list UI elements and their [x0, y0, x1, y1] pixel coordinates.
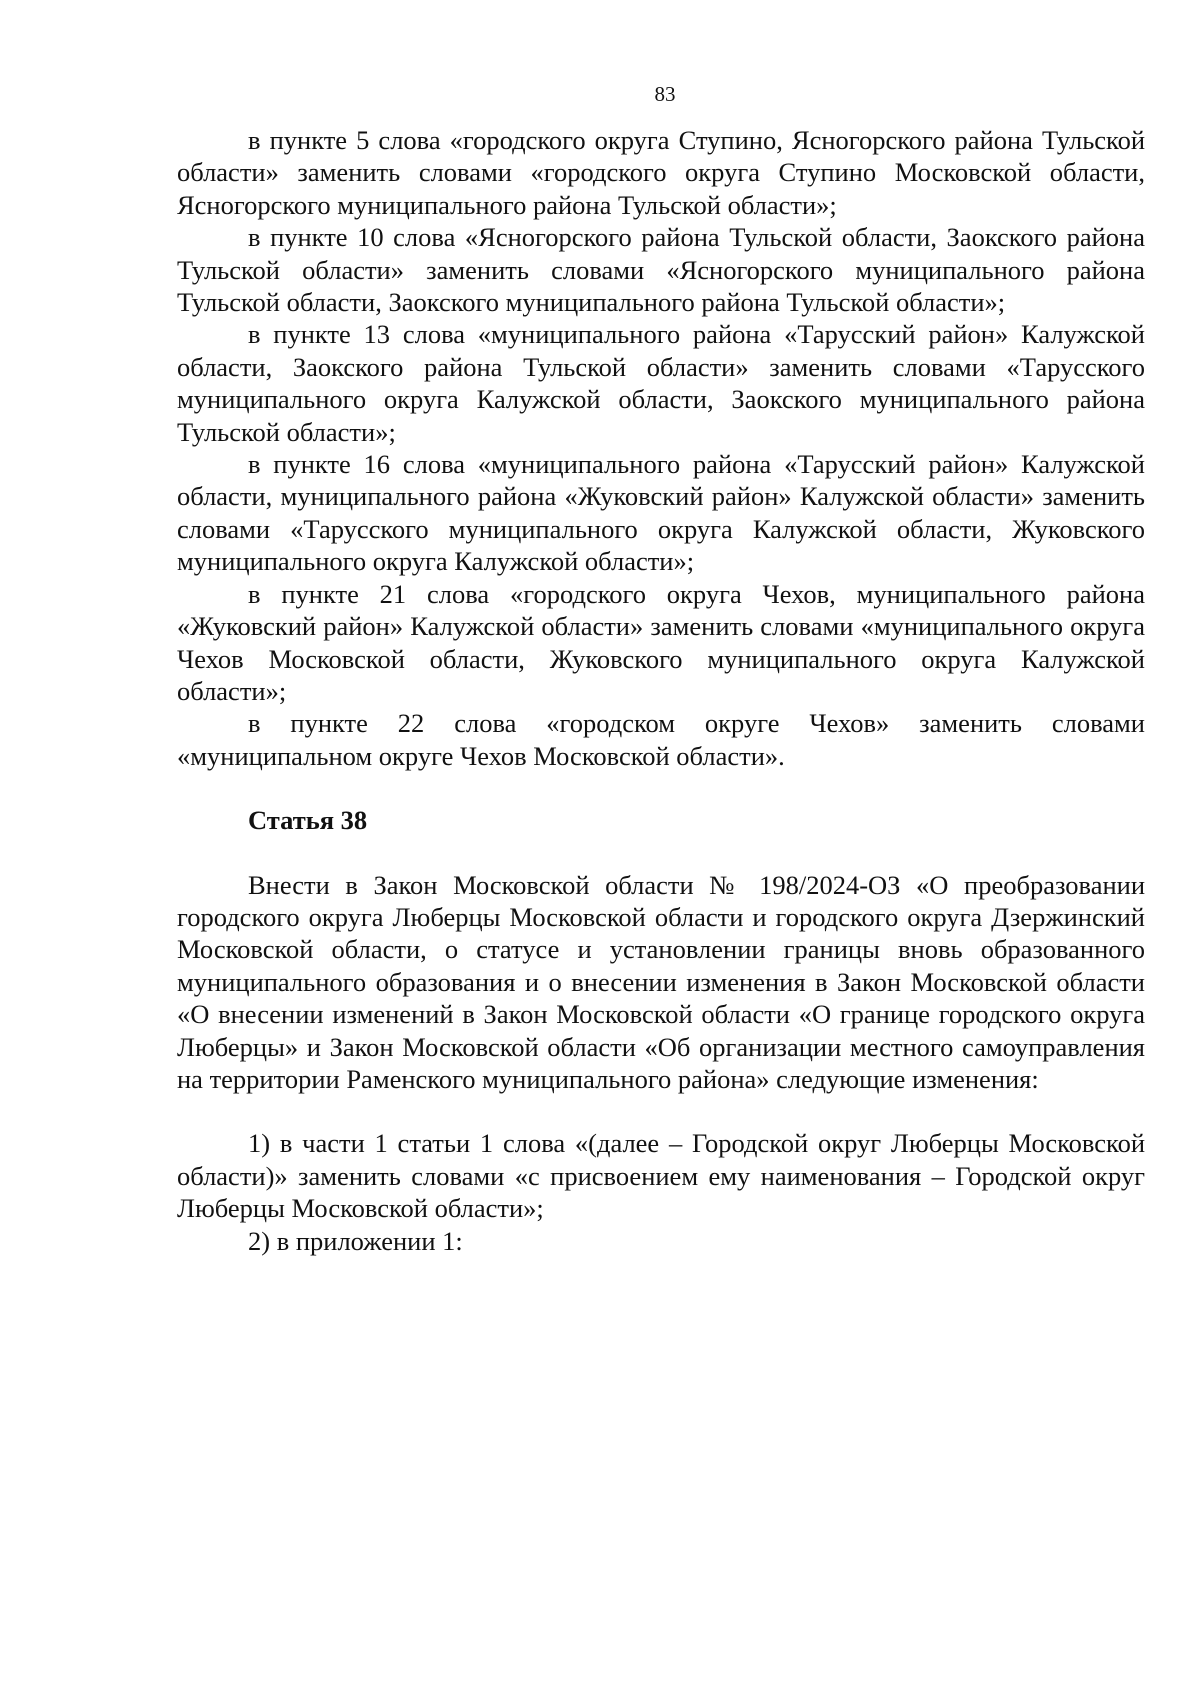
- paragraph-item-10: в пункте 10 слова «Ясногорского района Тульской области, Заокского района Тульской области» заменить словами «Ясногорского муниципального района Тульской области, Заокского муниципального района Тульской области»;: [177, 222, 1145, 318]
- article-heading: Статья 38: [248, 805, 368, 836]
- paragraph-item-5: в пункте 5 слова «городского округа Ступино, Ясногорского района Тульской области» заменить словами «городского округа Ступино Московской области, Ясногорского муниципального района Тульской области»;: [177, 125, 1145, 220]
- paragraph-item-13: в пункте 13 слова «муниципального района «Тарусский район» Калужской области, Заокского района Тульской области» заменить словами «Тарусского муниципального округа Калужской области, Заокского муниципального района Тульской области»;: [177, 319, 1145, 447]
- paragraph-item-16: в пункте 16 слова «муниципального района «Тарусский район» Калужской области, муниципального района «Жуковский район» Калужской области» заменить словами «Тарусского муниципального округа Калужской области, Жуковского муниципального округа Калужской области»;: [177, 449, 1145, 577]
- article-item-1: 1) в части 1 статьи 1 слова «(далее – Городской округ Люберцы Московской области)» заменить словами «с присвоением ему наименования – Городской округ Люберцы Московской области»;: [177, 1128, 1145, 1224]
- article-item-2: 2) в приложении 1:: [248, 1225, 463, 1256]
- paragraph-item-22: в пункте 22 слова «городском округе Чехов» заменить словами «муниципальном округе Чехов Московской области».: [177, 708, 1145, 771]
- paragraph-item-21: в пункте 21 слова «городского округа Чехов, муниципального района «Жуковский район» Калужской области» заменить словами «муниципального округа Чехов Московской области, Жуковского муниципального округа Калужской области»;: [177, 578, 1145, 706]
- page-number: 83: [654, 82, 676, 106]
- article-intro: Внести в Закон Московской области № 198/2024-ОЗ «О преобразовании городского округа Люберцы Московской области и городского округа Дзержинский Московской области, о статусе и установлении границы вновь образованного муниципального образования и о внесении изменения в Закон Московской области «О внесении изменений в Закон Московской области «О границе городского округа Люберцы» и Закон Московской области «Об организации местного самоуправления на территории Раменского муниципального района» следующие изменения:: [177, 869, 1145, 1094]
- document-body: [177, 124, 1145, 1257]
